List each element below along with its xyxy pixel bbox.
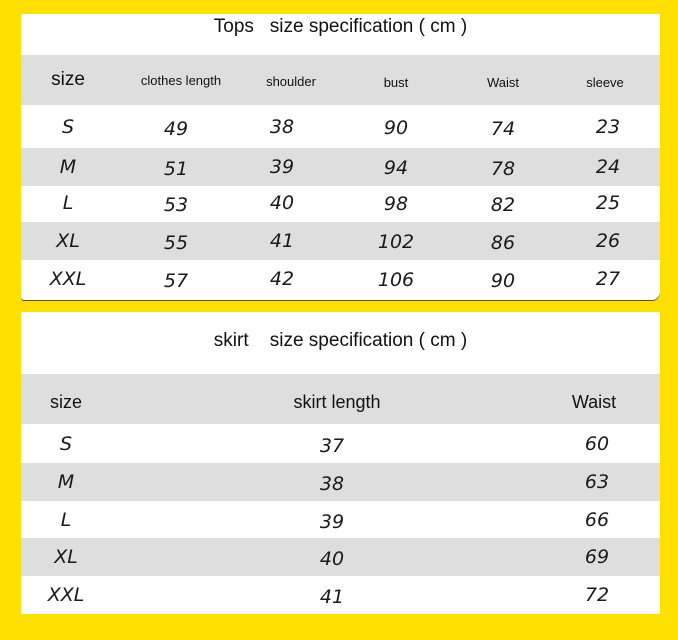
size-cell: L (62, 192, 74, 214)
value-cell: 27 (595, 268, 621, 290)
value-cell: 23 (595, 116, 621, 138)
value-cell: 38 (319, 472, 345, 495)
size-cell: L (60, 509, 72, 531)
value-cell: 69 (584, 546, 610, 568)
size-cell: S (59, 433, 73, 455)
size-cell: XXL (49, 268, 87, 290)
tops-header-row (21, 55, 660, 105)
value-cell: 74 (490, 118, 516, 140)
value-cell: 90 (490, 270, 516, 292)
value-cell: 39 (269, 156, 295, 178)
size-cell: M (57, 471, 75, 493)
tops-size-table (21, 14, 660, 300)
size-cell: M (59, 156, 77, 178)
size-cell: XL (56, 230, 80, 252)
value-cell: 41 (269, 230, 295, 252)
skirt-size-table (21, 312, 660, 614)
value-cell: 86 (490, 232, 516, 254)
value-cell: 82 (490, 194, 516, 216)
value-cell: 24 (595, 156, 621, 178)
value-cell: 39 (319, 510, 345, 533)
value-cell: 40 (269, 192, 295, 214)
table-row (21, 501, 660, 539)
value-cell: 25 (595, 192, 621, 214)
value-cell: 53 (163, 193, 189, 216)
value-cell: 49 (163, 117, 189, 140)
value-cell: 63 (584, 471, 610, 493)
value-cell: 26 (595, 230, 621, 252)
table-row (21, 222, 660, 260)
value-cell: 41 (319, 585, 345, 608)
table-row (21, 463, 660, 501)
value-cell: 60 (584, 433, 610, 455)
value-cell: 106 (377, 269, 415, 291)
value-cell: 72 (584, 584, 610, 606)
table-row (21, 148, 660, 186)
value-cell: 38 (269, 116, 295, 138)
value-cell: 57 (163, 269, 189, 292)
size-cell: XXL (47, 584, 85, 606)
value-cell: 98 (383, 193, 409, 215)
header-size: size (51, 69, 85, 90)
header-size: size (49, 391, 82, 412)
table-row (21, 184, 660, 222)
size-cell: S (61, 116, 75, 138)
value-cell: 94 (383, 157, 409, 179)
table-row (21, 108, 660, 146)
value-cell: 55 (163, 231, 189, 254)
header-sleeve: sleeve (586, 74, 624, 90)
header-waist: Waist (486, 74, 520, 90)
header-skirt-length: skirt length (293, 391, 381, 412)
skirt-table-title: skirt size specification ( cm ) (213, 330, 468, 351)
value-cell: 40 (319, 547, 345, 570)
header-shoulder: shoulder (266, 73, 316, 89)
table-row (21, 576, 660, 614)
value-cell: 42 (269, 268, 295, 290)
table-row (21, 538, 660, 576)
header-clothes-length: clothes length (140, 72, 222, 88)
value-cell: 78 (490, 158, 516, 180)
value-cell: 51 (163, 157, 189, 180)
value-cell: 66 (584, 509, 610, 531)
value-cell: 90 (383, 117, 409, 139)
value-cell: 102 (377, 231, 415, 253)
value-cell: 37 (319, 434, 345, 457)
tops-table-title: Tops size specification ( cm ) (213, 16, 468, 37)
header-bust: bust (383, 74, 409, 90)
table-row (21, 260, 660, 298)
header-waist: Waist (571, 391, 617, 412)
skirt-header-row (21, 374, 660, 424)
size-cell: XL (54, 546, 78, 568)
table-row (21, 425, 660, 463)
